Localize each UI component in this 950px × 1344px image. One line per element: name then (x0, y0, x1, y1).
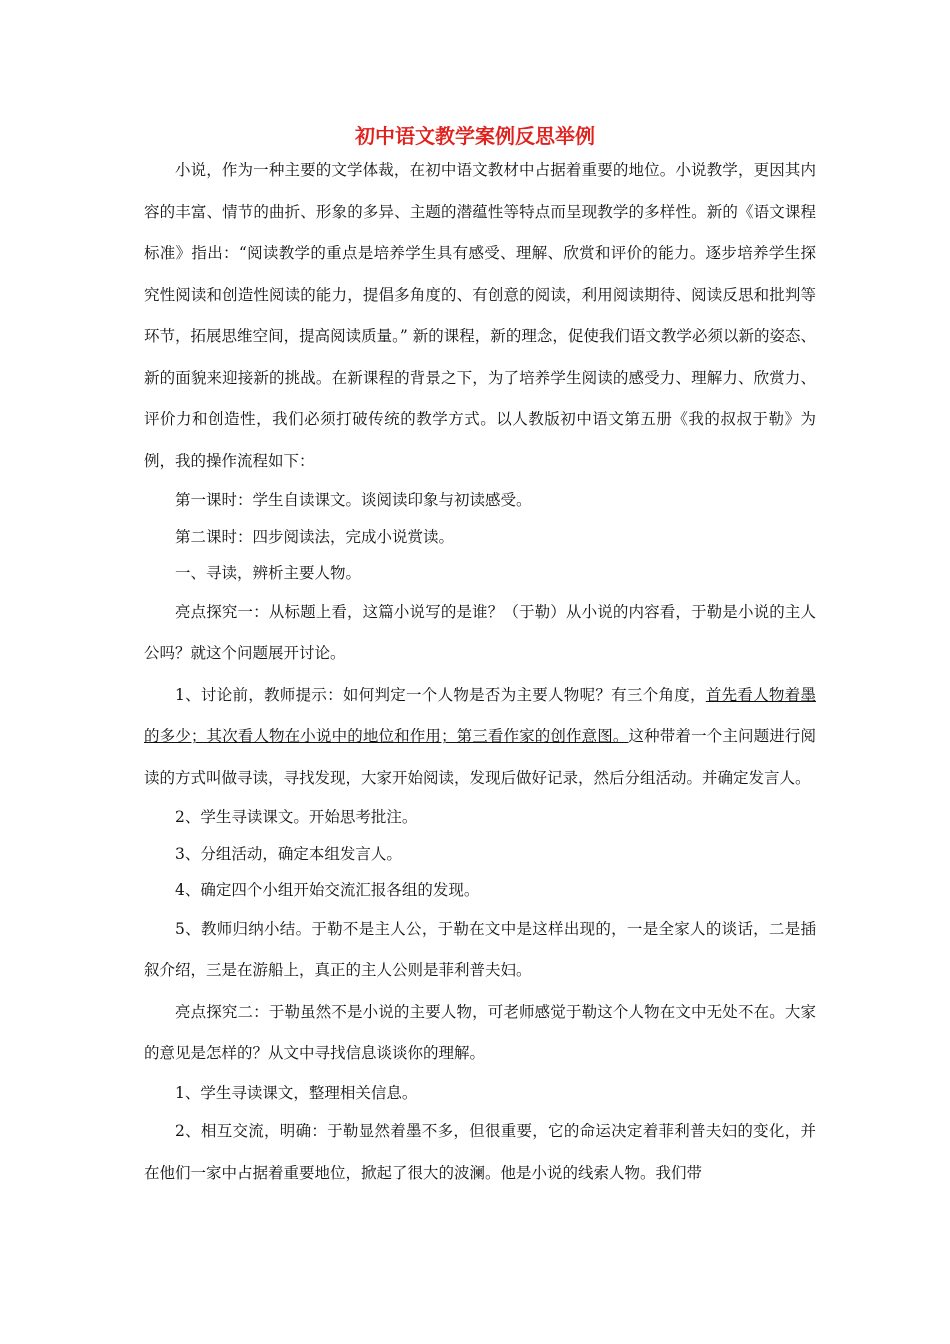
paragraph-item-1-b: 1、学生寻读课文，整理相关信息。 (175, 1083, 418, 1102)
paragraph-highlight-one: 亮点探究一：从标题上看，这篇小说写的是谁？（于勒）从小说的内容看，于勒是小说的主人公吗？就这个问题展开讨论。 (144, 602, 816, 662)
paragraph-item-2-b: 2、相互交流，明确：于勒显然着墨不多，但很重要，它的命运决定着菲利普夫妇的变化，并在他们一家中占据着重要地位，掀起了很大的波澜。他是小说的线索人物。我们带 (144, 1122, 816, 1182)
paragraph-lesson-two: 第二课时：四步阅读法，完成小说赏读。 (175, 527, 455, 546)
hint-underlined-text: 首先看人物着墨的多少；其次看人物在小说中的地位和作用；第三看作家的创作意图。 (144, 685, 816, 745)
paragraph-step-one-heading: 一、寻读，辨析主要人物。 (175, 564, 362, 582)
paragraph-item-5: 5、教师归纳小结。于勒不是主人公，于勒在文中是这样出现的，一是全家人的谈话，二是插叙介绍，三是在游船上，真正的主人公则是菲利普夫妇。 (144, 919, 816, 979)
paragraph-lesson-one: 第一课时：学生自读课文。谈阅读印象与初读感受。 (175, 491, 532, 509)
paragraph-item-4: 4、确定四个小组开始交流汇报各组的发现。 (175, 881, 480, 899)
paragraph-intro: 小说，作为一种主要的文学体裁，在初中语文教材中占据着重要的地位。小说教学，更因其内容的丰富、情节的曲折、形象的多异、主题的潜蕴性等特点而呈现教学的多样性。新的《语文课程标准》指出：“阅读教学的重点是培养学生具有感受、理解、欣赏和评价的能力。逐步培养学生探究性阅读和创造性阅读的能力，提倡多角度的、有创意的阅读，利用阅读期待、阅读反思和批判等环节，拓展思维空间，提高阅读质量。” 新的课程，新的理念，促使我们语文教学必须以新的姿态、新的面貌来迎接新的挑战。在新课程的背景之下，为了培养学生阅读的感受力、理解力、欣赏力、评价力和创造性，我们必须打破传统的教学方式。以人教版初中语文第五册《我的叔叔于勒》为例，我的操作流程如下： (144, 161, 816, 470)
paragraph-highlight-two: 亮点探究二：于勒虽然不是小说的主要人物，可老师感觉于勒这个人物在文中无处不在。大家的意见是怎样的？从文中寻找信息谈谈你的理解。 (144, 1002, 816, 1062)
hint-text-after: 这种带着一个主问题进行阅读的方式叫做寻读，寻找发现，大家开始阅读，发现后做好记录，然后分组活动。并确定发言人。 (144, 727, 816, 787)
document-body (144, 150, 816, 1194)
document-title: 初中语文教学案例反思举例 (355, 124, 595, 148)
paragraph-discussion-hint (144, 675, 816, 800)
hint-text-before: 1、讨论前，教师提示：如何判定一个人物是否为主要人物呢？有三个角度， (175, 685, 706, 704)
paragraph-item-2: 2、学生寻读课文。开始思考批注。 (175, 808, 418, 826)
paragraph-item-3: 3、分组活动，确定本组发言人。 (175, 844, 402, 863)
